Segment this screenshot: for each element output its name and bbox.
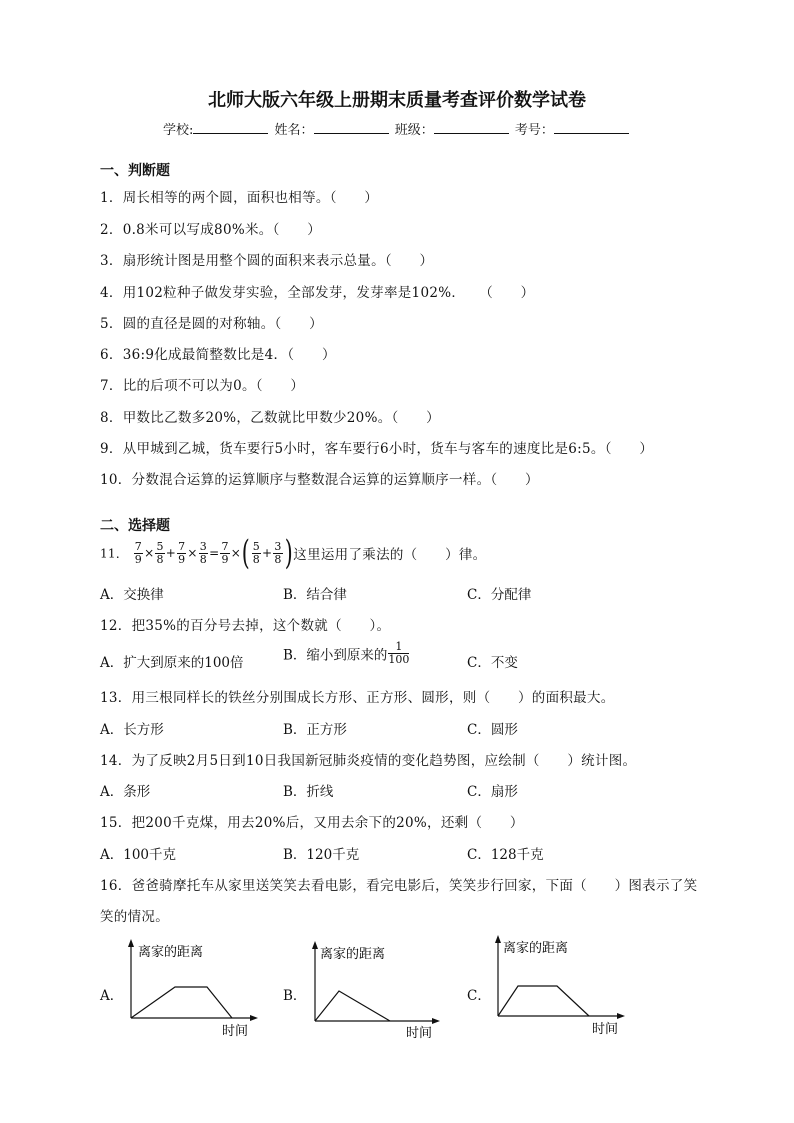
q16-graph-a [118,938,268,1038]
judge-question-5: 5．圆的直径是圆的对称轴。（ ） [100,316,323,332]
school-blank[interactable] [193,121,268,134]
q12-option-c[interactable]: C．不变 [467,655,518,671]
choice-question-15: 15．把200千克煤，用去20%后，又用去余下的20%，还剩（ ） [100,815,524,831]
q15-option-c[interactable]: C．128千克 [467,847,544,863]
fraction: $\frac{3}{8}$ [274,539,282,566]
choice-question-16-line1: 16．爸爸骑摩托车从家里送笑笑去看电影，看完电影后，笑笑步行回家，下面（ ）图表示了笑 [100,878,698,894]
class-blank[interactable] [434,121,509,134]
q13-option-a[interactable]: A．长方形 [100,722,164,738]
judge-question-8: 8．甲数比乙数多20%，乙数就比甲数少20%。（ ） [100,410,440,426]
x-axis-label: 时间 [222,1024,249,1038]
choice-question-12: 12．把35%的百分号去掉，这个数就（ ）。 [100,618,391,634]
class-label: 班级： [394,123,434,138]
x-axis-label: 时间 [406,1026,433,1040]
judge-question-10: 10．分数混合运算的运算顺序与整数混合运算的运算顺序一样。（ ） [100,472,539,488]
choice-question-13: 13．用三根同样长的铁丝分别围成长方形、正方形、圆形，则（ ）的面积最大。 [100,690,615,706]
y-axis-label: 离家的距离 [503,941,569,956]
name-blank[interactable] [314,121,389,134]
judge-question-6: 6．36:9化成最简整数比是4．（ ） [100,347,336,363]
x-axis-label: 时间 [592,1022,619,1036]
name-label: 姓名： [274,123,314,138]
number-label: 考号： [514,123,554,138]
section-heading-choice: 二、选择题 [100,518,170,534]
number-blank[interactable] [554,121,629,134]
q13-option-c[interactable]: C．圆形 [467,722,518,738]
q16-graph-c [485,934,635,1036]
q14-option-b[interactable]: B．折线 [283,784,334,800]
fraction: $\frac{5}{8}$ [252,539,261,566]
fraction: $\frac{1}{100}$ [388,640,410,666]
q11-option-c[interactable]: C．分配律 [467,587,532,603]
q16-option-b[interactable]: B． [283,988,307,1004]
q13-option-b[interactable]: B．正方形 [283,722,347,738]
fraction: $\frac{3}{8}$ [199,539,208,566]
choice-question-16-line2: 笑的情况。 [100,909,169,925]
judge-question-7: 7．比的后项不可以为0。（ ） [100,378,305,394]
fraction: $\frac{5}{8}$ [156,539,164,566]
judge-question-1: 1．周长相等的两个圆，面积也相等。（ ） [100,190,379,206]
judge-question-2: 2．0.8米可以写成80%米。（ ） [100,222,322,238]
school-label: 学校: [163,123,194,138]
exam-title: 北师大版六年级上册期末质量考查评价数学试卷 [208,90,586,111]
choice-question-11: 11． $\frac{7}{9}$ × $\frac{5}{8}$ + $\frac{7}{9}$ × $\frac{3}{8}$ = $\frac{7}{9}$ ×( $\frac{5}{8}$ + $\frac{3}{8}$ )这里运用了乘法的（ ）律。 [100,533,487,573]
q12-option-b[interactable]: B．缩小到原来的 $\frac{1}{100}$ [283,640,410,666]
q14-option-c[interactable]: C．扇形 [467,784,518,800]
y-axis-label: 离家的距离 [320,947,386,962]
q16-option-a[interactable]: A． [100,988,124,1004]
fraction: $\frac{7}{9}$ [134,539,143,566]
judge-question-4: 4．用102粒种子做发芽实验，全部发芽，发芽率是102%． （ ） [100,285,535,301]
q15-option-a[interactable]: A．100千克 [100,847,177,863]
q12-option-a[interactable]: A．扩大到原来的100倍 [100,655,244,671]
q14-option-a[interactable]: A．条形 [100,784,151,800]
student-info-line [163,119,631,138]
q16-option-c[interactable]: C． [467,988,491,1004]
fraction: $\frac{7}{9}$ [178,539,186,566]
y-axis-label: 离家的距离 [138,945,204,960]
choice-question-14: 14．为了反映2月5日到10日我国新冠肺炎疫情的变化趋势图，应绘制（ ）统计图。 [100,753,637,769]
fraction: $\frac{7}{9}$ [221,539,229,566]
q11-option-a[interactable]: A．交换律 [100,587,164,603]
q15-option-b[interactable]: B．120千克 [283,847,360,863]
q16-graph-b [302,940,452,1040]
judge-question-9: 9．从甲城到乙城，货车要行5小时，客车要行6小时，货车与客车的速度比是6:5。（ ） [100,441,654,457]
section-heading-judge: 一、判断题 [100,163,170,179]
judge-question-3: 3．扇形统计图是用整个圆的面积来表示总量。（ ） [100,253,434,269]
q11-option-b[interactable]: B．结合律 [283,587,347,603]
